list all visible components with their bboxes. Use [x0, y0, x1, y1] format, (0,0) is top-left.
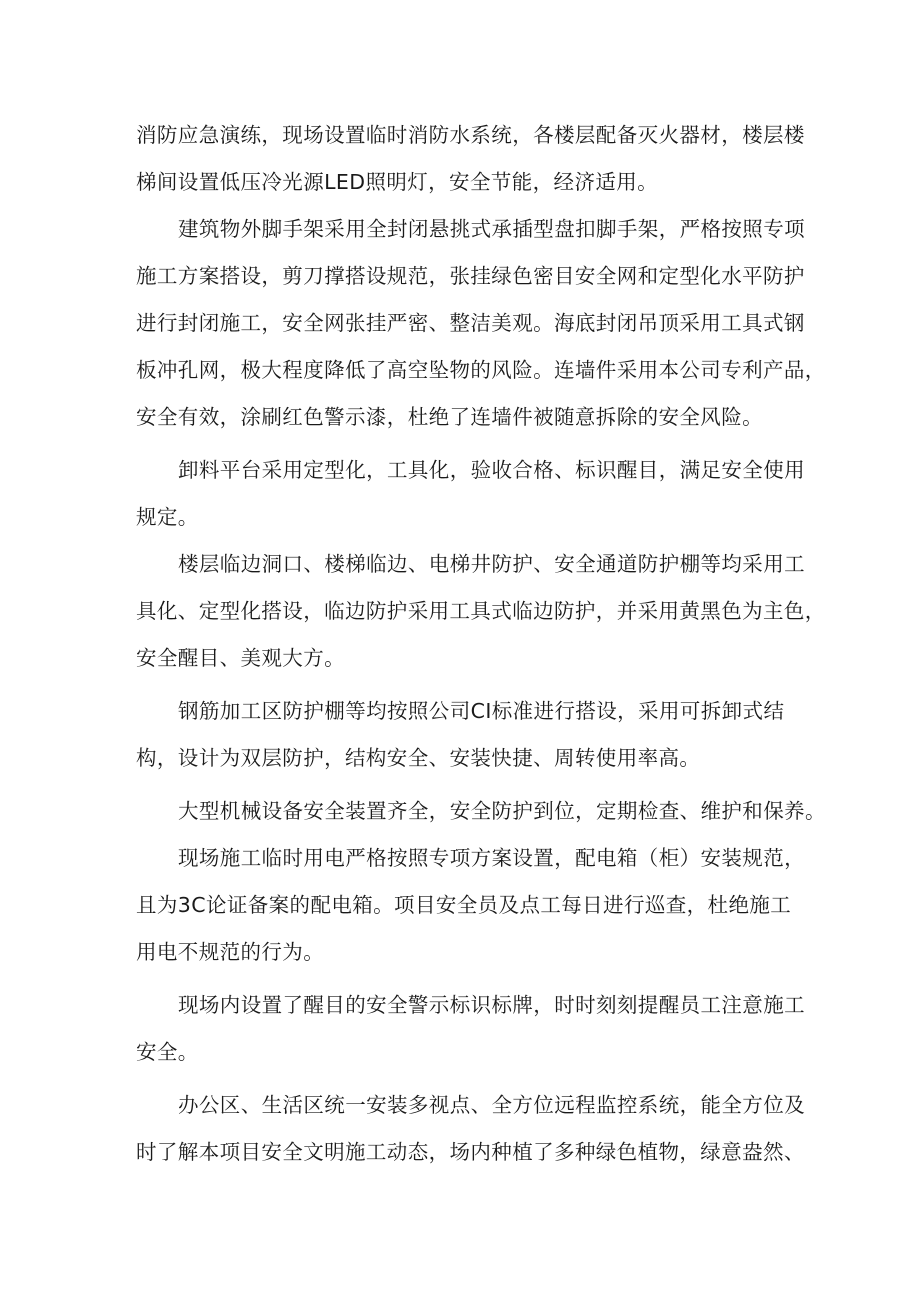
text-line: 时了解本项目安全文明施工动态，场内种植了多种绿色植物，绿意盎然、 [136, 1140, 805, 1164]
text-line: 现场内设置了醒目的安全警示标识标牌，时时刻刻提醒员工注意施工 [178, 993, 805, 1017]
text-line: 办公区、生活区统一安装多视点、全方位远程监控系统，能全方位及 [178, 1093, 805, 1117]
text-line: 安全有效，涂刷红色警示漆，杜绝了连墙件被随意拆除的安全风险。 [136, 405, 763, 429]
text-line: 进行封闭施工，安全网张挂严密、整洁美观。海底封闭吊顶采用工具式钢 [136, 311, 805, 335]
text-line: 安全醒目、美观大方。 [136, 646, 345, 670]
text-line: 规定。 [136, 505, 199, 529]
text-line: 具化、定型化搭设，临边防护采用工具式临边防护，并采用黄黑色为主色， [136, 599, 826, 623]
text-line: 大型机械设备安全装置齐全，安全防护到位，定期检查、维护和保养。 [178, 799, 826, 823]
text-line: 板冲孔网，极大程度降低了高空坠物的风险。连墙件采用本公司专利产品， [136, 358, 826, 382]
text-line: 构，设计为双层防护，结构安全、安装快捷、周转使用率高。 [136, 746, 701, 770]
text-line: 消防应急演练，现场设置临时消防水系统，各楼层配备灭火器材，楼层楼 [136, 123, 805, 147]
text-line: 用电不规范的行为。 [136, 940, 325, 964]
text-line: 现场施工临时用电严格按照专项方案设置，配电箱（柜）安装规范， [178, 846, 805, 870]
text-line: 建筑物外脚手架采用全封闭悬挑式承插型盘扣脚手架，严格按照专项 [178, 217, 805, 241]
text-line: 施工方案搭设，剪刀撑搭设规范，张挂绿色密目安全网和定型化水平防护 [136, 264, 805, 288]
text-line: 卸料平台采用定型化，工具化，验收合格、标识醒目，满足安全使用 [178, 458, 805, 482]
text-line: 梯间设置低压冷光源LED照明灯，安全节能，经济适用。 [136, 170, 659, 194]
text-line: 且为3C论证备案的配电箱。项目安全员及点工每日进行巡查，杜绝施工 [136, 893, 792, 917]
text-line: 楼层临边洞口、楼梯临边、电梯井防护、安全通道防护棚等均采用工 [178, 552, 805, 576]
text-line: 安全。 [136, 1040, 199, 1064]
text-line: 钢筋加工区防护棚等均按照公司CI标准进行搭设，采用可拆卸式结 [178, 699, 785, 723]
